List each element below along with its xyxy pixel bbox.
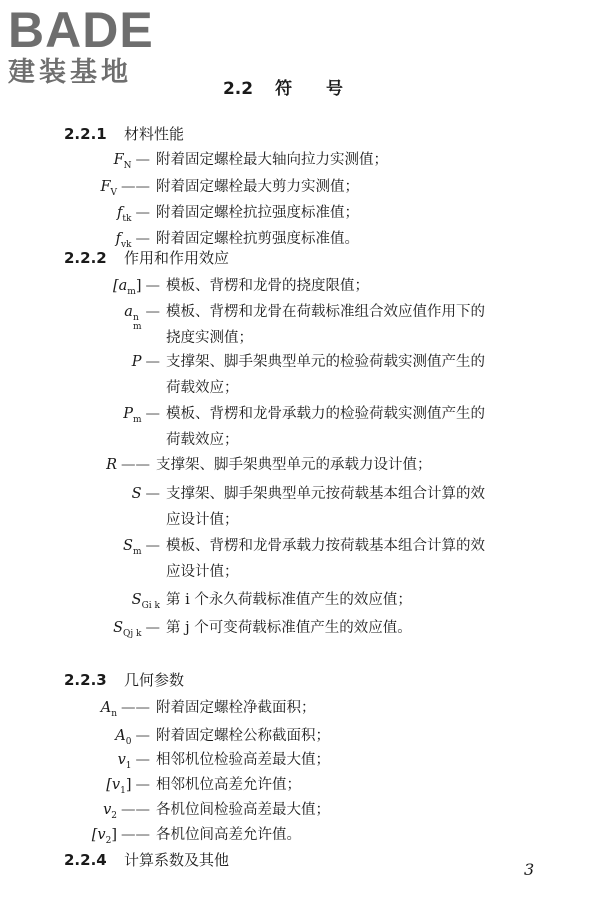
symbol-entry <box>103 800 330 821</box>
section-title-number: 2.2 <box>222 79 254 99</box>
symbol-description: 模板、背楞和龙骨承载力的检验荷载实测值产生的 <box>166 406 485 422</box>
section-heading <box>64 670 184 690</box>
symbol-entry <box>117 750 330 771</box>
section-heading <box>64 248 229 268</box>
symbol-description: 支撑架、脚手架典型单元的承载力设计值； <box>156 457 432 473</box>
symbol: S m — <box>123 538 160 557</box>
section-title <box>0 74 600 99</box>
symbol: f vk — <box>115 231 150 250</box>
symbol: [v 2 ] —— <box>91 827 150 846</box>
section-heading-text: 计算系数及其他 <box>124 851 230 869</box>
symbol: v 2 —— <box>103 802 150 821</box>
symbol-description: 应设计值； <box>166 512 239 528</box>
symbol: [a m ] — <box>112 278 160 297</box>
symbol-description: 挠度实测值； <box>166 330 253 346</box>
section-title-text: 符号 <box>275 79 378 99</box>
symbol-description: 支撑架、脚手架典型单元按荷载基本组合计算的效 <box>166 486 485 502</box>
symbol-entry <box>117 203 359 224</box>
logo-subtitle: 建装基地 <box>8 57 132 88</box>
symbol-description: 附着固定螺栓最大剪力实测值； <box>156 179 359 195</box>
section-heading-text: 作用和作用效应 <box>124 249 230 267</box>
symbol: R —— <box>106 457 150 473</box>
symbol-entry <box>106 775 301 796</box>
symbol-entry <box>124 302 485 348</box>
section-heading <box>64 850 229 870</box>
symbol-entry <box>106 455 432 475</box>
symbol-description: 第 i 个永久荷载标准值产生的效应值； <box>166 592 412 608</box>
section-number: 2.2.1 <box>64 125 107 143</box>
symbol-entry <box>123 536 485 582</box>
symbol-description: 荷载效应； <box>166 432 239 448</box>
symbol: [v 1 ] — <box>106 777 150 796</box>
section-heading-text: 材料性能 <box>124 125 185 143</box>
symbol-description: 附着固定螺栓最大轴向拉力实测值； <box>156 152 388 168</box>
section-number: 2.2.2 <box>64 249 107 267</box>
symbol: v 1 — <box>117 752 150 771</box>
symbol-entry <box>115 229 359 250</box>
symbol: P m — <box>123 406 160 425</box>
page-number: 3 <box>524 860 535 879</box>
symbol-entry <box>123 404 485 450</box>
symbol-description: 第 j 个可变荷载标准值产生的效应值。 <box>166 620 412 636</box>
symbol: f tk — <box>117 205 150 224</box>
section-heading <box>64 124 184 144</box>
section-heading-text: 几何参数 <box>124 671 185 689</box>
symbol-description: 相邻机位高差允许值； <box>156 777 301 793</box>
symbol: A n —— <box>100 700 150 719</box>
symbol: S — <box>131 486 160 502</box>
section-number: 2.2.3 <box>64 671 107 689</box>
symbol-entry <box>131 352 485 398</box>
symbol-entry <box>100 698 316 719</box>
symbol-description: 附着固定螺栓抗拉强度标准值； <box>156 205 359 221</box>
symbol: a n m — <box>124 304 160 332</box>
symbol-entry <box>112 276 369 297</box>
section-number: 2.2.4 <box>64 851 107 869</box>
symbol-description: 附着固定螺栓抗剪强度标准值。 <box>156 231 359 247</box>
symbol-description: 附着固定螺栓公称截面积； <box>156 728 330 744</box>
symbol-entry <box>113 150 388 171</box>
symbol-entry <box>131 590 412 611</box>
symbol-entry <box>115 726 330 747</box>
symbol-description: 模板、背楞和龙骨的挠度限值； <box>166 278 369 294</box>
symbol-description: 各机位间检验高差最大值； <box>156 802 330 818</box>
symbol-entry <box>113 618 412 639</box>
symbol-description: 应设计值； <box>166 564 239 580</box>
symbol: S Qj k — <box>113 620 160 639</box>
symbol: F V —— <box>100 179 150 198</box>
symbol-entry <box>100 177 359 198</box>
symbol-description: 各机位间高差允许值。 <box>156 827 301 843</box>
symbol-description: 相邻机位检验高差最大值； <box>156 752 330 768</box>
symbol: S Gi k <box>131 592 160 611</box>
symbol-description: 附着固定螺栓净截面积； <box>156 700 316 716</box>
symbol-entry <box>91 825 301 846</box>
symbol-description: 荷载效应； <box>166 380 239 396</box>
symbol-description: 模板、背楞和龙骨承载力按荷载基本组合计算的效 <box>166 538 485 554</box>
symbol-entry <box>131 484 485 530</box>
logo-word: BADE <box>8 2 154 58</box>
symbol: F N — <box>113 152 150 171</box>
symbol-description: 支撑架、脚手架典型单元的检验荷载实测值产生的 <box>166 354 485 370</box>
symbol: P — <box>131 354 160 370</box>
symbol-description: 模板、背楞和龙骨在荷载标准组合效应值作用下的 <box>166 304 485 320</box>
symbol: A 0 — <box>115 728 150 747</box>
